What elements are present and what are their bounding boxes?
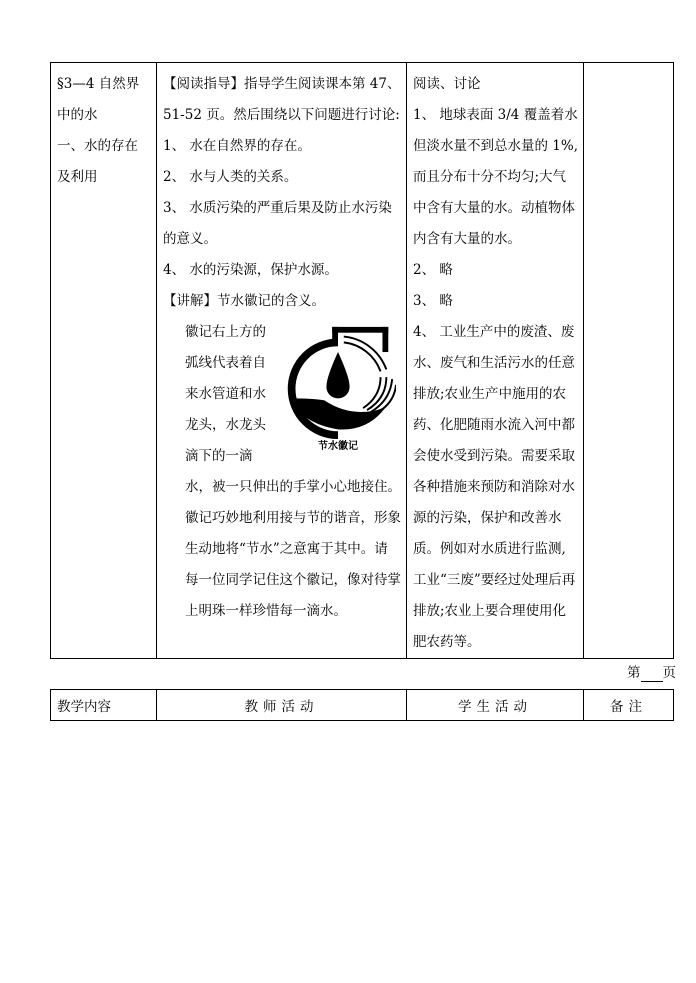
emblem-caption: 节水徽记 bbox=[318, 441, 358, 452]
guide-label: 【阅读指导】 bbox=[163, 76, 244, 92]
teacher-activity-cell bbox=[157, 63, 407, 659]
explain-label: 【讲解】 bbox=[163, 293, 217, 309]
lesson-table bbox=[50, 62, 674, 659]
header-row bbox=[51, 690, 674, 721]
question-item: 4、 水的污染源，保护水源。 bbox=[163, 262, 338, 278]
notes-cell bbox=[584, 63, 674, 659]
water-saving-emblem bbox=[277, 323, 399, 463]
guide-text: 指导学生阅读课本第 47、51-52 页。然后围绕以下问题进行讨论: bbox=[163, 76, 401, 123]
lesson-row bbox=[51, 63, 674, 659]
answer-item: 1、 地球表面 3/4 覆盖着水但淡水量不到总水量的 1%,而且分布十分不均匀;大气中含有大量的水。动植物体内含有大量的水。 bbox=[413, 107, 578, 247]
header-notes: 备注 bbox=[584, 690, 674, 721]
notes-text bbox=[584, 63, 673, 69]
answer-item: 2、 略 bbox=[413, 262, 453, 278]
page-number bbox=[627, 664, 676, 682]
section-title: §3—4 自然界中的水 bbox=[57, 76, 140, 123]
header-student: 学生活动 bbox=[407, 690, 584, 721]
subsection-title: 一、水的存在及利用 bbox=[57, 138, 138, 185]
page-number-blank bbox=[641, 667, 663, 682]
content-cell bbox=[51, 63, 157, 659]
reading-guide bbox=[163, 69, 401, 131]
explanation bbox=[163, 286, 401, 317]
water-saving-emblem-icon bbox=[280, 323, 396, 441]
page-label-prefix: 第 bbox=[627, 665, 641, 681]
header-table bbox=[50, 689, 674, 721]
question-item: 2、 水与人类的关系。 bbox=[163, 169, 298, 185]
answer-item: 3、 略 bbox=[413, 293, 453, 309]
student-activity-cell bbox=[407, 63, 584, 659]
student-intro: 阅读、讨论 bbox=[413, 76, 481, 92]
page-label-suffix: 页 bbox=[662, 665, 676, 681]
explain-text: 节水徽记的含义。 bbox=[217, 293, 325, 309]
question-item: 1、 水在自然界的存在。 bbox=[163, 138, 311, 154]
emblem-explanation: 徽记右上方的弧线代表着自来水管道和水龙头，水龙头滴下的一滴水，被一只伸出的手掌小心地接住。徽记巧妙地利用接与节的谐音，形象生动地将“节水”之意寓于其中。请每一位同学记住这个徽记，像对待掌上明珠一样珍惜每一滴水。 bbox=[185, 324, 401, 619]
question-item: 3、 水质污染的严重后果及防止水污染的意义。 bbox=[163, 200, 392, 247]
header-teacher: 教师活动 bbox=[157, 690, 407, 721]
answer-item: 4、 工业生产中的废渣、废水、废气和生活污水的任意排放;农业生产中施用的农药、化肥随雨水流入河中都会使水受到污染。需要采取各种措施来预防和消除对水源的污染，保护和改善水质。例如对水质进行监测,工业“三废”要经过处理后再排放;农业上要合理使用化肥农药等。 bbox=[413, 324, 576, 650]
header-content: 教学内容 bbox=[51, 690, 157, 721]
